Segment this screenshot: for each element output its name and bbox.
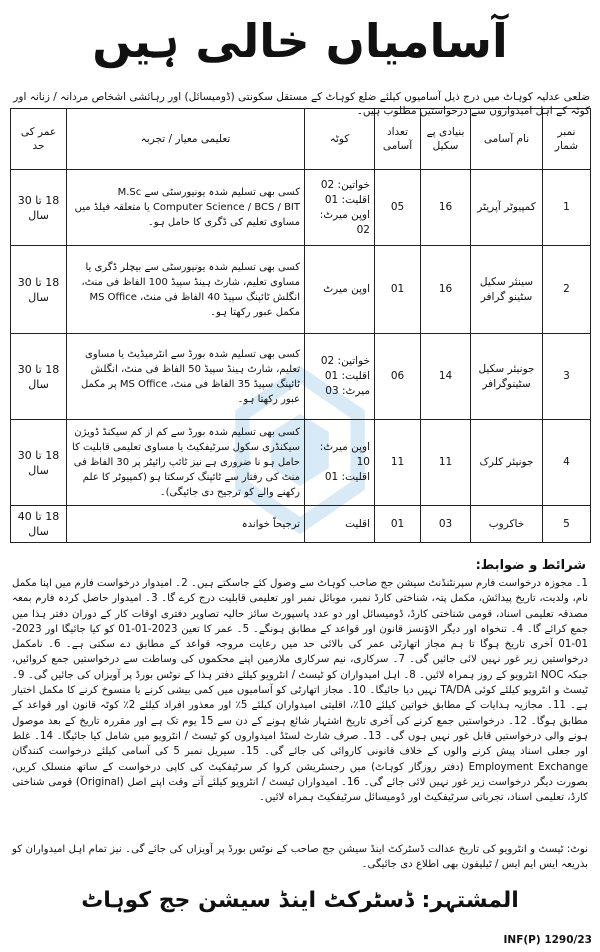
row-count: 01 xyxy=(375,246,421,334)
quota-line: اوپن میرٹ: 02 xyxy=(319,208,370,236)
row-education: کسی بھی تسلیم شدہ بورڈ سے انٹرمیڈیٹ یا مساوی تعلیم، شارٹ ہینڈ سپیڈ 50 الفاظ فی منٹ، انگلش ٹائپنگ سپیڈ 35 الفاظ فی منٹ، MS Office پر مکمل عبور رکھتا ہو۔ xyxy=(67,334,305,420)
intro-text: ضلعی عدلیہ کوہاٹ میں درج ذیل آسامیوں کیلئے ضلع کوہاٹ کے مستقل سکونتی (ڈومیسائل) اور رہائشی اشخاص مردانہ / زنانہ اور کوٹہ کے اہل امیدواروں سے درخواستیں مطلوب ہیں۔ xyxy=(13,91,590,117)
row-serial: 5 xyxy=(543,506,591,543)
quota-line: میرٹ: 03 xyxy=(325,385,370,397)
note-text: نوٹ: ٹیسٹ و انٹرویو کی تاریخ عدالت ڈسٹرکٹ اینڈ سیشن جج صاحب کے نوٹس بورڈ پر آویزاں کی جائے گی۔ نیز تمام اہل امیدواران کو بذریعہ ایس ایم ایس / ٹیلیفون بھی اطلاع دی جائیگی۔ xyxy=(12,844,588,870)
row-serial: 3 xyxy=(543,334,591,420)
quota-line: اقلیت: 01 xyxy=(324,471,370,483)
row-count: 11 xyxy=(375,420,421,506)
row-age: 18 تا 30 سال xyxy=(11,420,67,506)
table-row xyxy=(11,170,591,246)
terms-and-conditions: 1۔ مجوزہ درخواست فارم سپرنٹنڈنٹ سیشن جج صاحب کوہاٹ سے وصول کئے جاسکتے ہیں۔ 2۔ امیدوار درخواست فارم میں اپنا مکمل نام، ولدیت، تاریخ پیدائش، مکمل پتہ، شناختی کارڈ نمبر، موبائل نمبر اور تعلیمی قابلیت درج کرے گا۔ 3۔ امیدوار حاصل کردہ فارم بمعہ مصدقہ تعلیمی اسناد، قومی شناختی کارڈ، ڈومیسائل اور دو عدد پاسپورٹ سائز حالیہ تصاویر دفتری اوقات کار کے دوران دفتر ہذا میں جمع کرائے گا۔ 4۔ تنخواہ اور دیگر الاؤنسز قانون اور قواعد کے مطابق ہونگے۔ 5۔ عمر کا تعین 2023-01-01 کو کیا جائیگا اور 2023-01-01 آخری تاریخ ہوگا تا ہم مجاز اتھارٹی عمر کی بالائی حد میں رعایت مروجہ قواعد کے مطابق دے سکتی ہے۔ 6۔ نامکمل درخواستیں زیر غور نہیں لائی جائیں گی۔ 7۔ سرکاری، نیم سرکاری ملازمین اپنے محکموں کی وساطت سے درخواستیں جمع کروائیں، جبکہ NOC انٹرویو کے روز ہمراہ لائیں۔ 8۔ اہل امیدواران کو ٹیسٹ / انٹرویو کیلئے دفتر ہذا کے نوٹس بورڈ پر آویزاں کی جائیں گی۔ 9۔ ٹیسٹ و انٹرویو کیلئے کوئی TA/DA نہیں دیا جائیگا۔ 10۔ مجاز اتھارٹی کو آسامیوں میں کمی بیشی کرنے یا منسوخ کرنے کا مکمل اختیار ہے۔ 11۔ مجازیہ ہدایات کے مطابق خواتین کیلئے 10٪، اقلیتی امیدواران کیلئے 5٪ اور معذور افراد کیلئے 2٪ کوٹہ قانون اور قواعد کے مطابق ہوگا۔ 12۔ درخواستیں جمع کرنے کی آخری تاریخ اشتہار شائع ہونے کے دن سے 15 یوم تک ہے اور مقررہ تاریخ کے بعد موصول ہونے والی درخواستیں قابل غور نہیں ہوں گی۔ 13۔ صرف شارٹ لسٹڈ امیدواروں کو ٹیسٹ / انٹرویو میں شامل کیا جائیگا۔ 14۔ غلط اور جعلی اسناد پیش کرنے والوں کے خلاف قانونی کاروائی کی جائے گی۔ 15۔ سیریل نمبر 5 کی آسامی کیلئے درخواست کنندگان Employment Exchange (دفتر روزگار کوہاٹ) میں رجسٹریشن کروا کر سرٹیفکیٹ کی کاپی درخواست کے ساتھ منسلک کریں، بصورت دیگر درخواست زیر غور نہیں لائی جائے گی۔ 16۔ امیدواران ٹیسٹ / انٹرویو کیلئے آتے وقت اپنے اصل (Original) قومی شناختی کارڈ، تعلیمی اسناد، تجرباتی سرٹیفکیٹ اور ڈومیسائل سرٹیفکیٹ ہمراہ لائیں۔ xyxy=(12,578,589,804)
row-education: ترجیحاً خواندہ xyxy=(67,506,305,543)
row-scale: 03 xyxy=(421,506,471,543)
row-count: 05 xyxy=(375,170,421,246)
table-row xyxy=(11,506,591,543)
rules-title: شرائط و ضوابط: xyxy=(475,558,586,573)
row-education: کسی بھی تسلیم شدہ یونیورسٹی سے M.Sc Computer Science / BCS / BIT یا متعلقہ فیلڈ میں مساوی تعلیم کی ڈگری کا حامل ہو۔ xyxy=(67,170,305,246)
header-count: تعداد آسامی xyxy=(375,109,421,170)
table-row xyxy=(11,246,591,334)
header-quota: کوٹہ xyxy=(305,109,375,170)
header-serial: نمبر شمار xyxy=(543,109,591,170)
row-quota xyxy=(305,334,375,420)
table-header-row xyxy=(11,109,591,170)
advertiser-signature: المشتہر: ڈسٹرکٹ اینڈ سیشن جج کوہاٹ xyxy=(81,888,519,913)
header-post: نام آسامی xyxy=(471,109,543,170)
row-education: کسی بھی تسلیم شدہ یونیورسٹی سے بیچلر ڈگری یا مساوی تعلیم، شارٹ ہینڈ سپیڈ 100 الفاظ فی منٹ، انگلش ٹائپنگ سپیڈ 40 الفاظ فی منٹ، MS Office مکمل عبور رکھتا ہو۔ xyxy=(67,246,305,334)
row-count: 01 xyxy=(375,506,421,543)
row-post: جونیئر کلرک xyxy=(471,420,543,506)
quota-line: اقلیت: 01 xyxy=(324,370,370,382)
quota-line: خواتین: 02 xyxy=(320,355,370,367)
row-quota xyxy=(305,420,375,506)
header-education: تعلیمی معیار / تجربہ xyxy=(67,109,305,170)
header-scale: بنیادی پے سکیل xyxy=(421,109,471,170)
quota-line: اقلیت: 01 xyxy=(324,193,370,206)
quota-line: خواتین: 02 xyxy=(320,178,370,191)
row-scale: 11 xyxy=(421,420,471,506)
row-age: 18 تا 30 سال xyxy=(11,246,67,334)
row-count: 06 xyxy=(375,334,421,420)
reference-number: INF(P) 1290/23 xyxy=(503,934,592,946)
row-quota xyxy=(305,170,375,246)
quota-line: اقلیت xyxy=(345,517,370,530)
row-post: کمپیوٹر آپریٹر xyxy=(471,170,543,246)
row-education: کسی بھی تسلیم شدہ بورڈ سے کم از کم سیکنڈ ڈویژن سیکنڈری سکول سرٹیفکیٹ یا مساوی تعلیمی قابلیت کا حامل ہو نا ضروری ہے نیز ٹائپ رائیٹر پر 30 الفاظ فی منٹ کی رفتار سے ٹائپنگ کرسکتا ہو (کمپیوٹر کا علم رکھنے والے کو ترجیح دی جائیگی)۔ xyxy=(67,420,305,506)
table-row xyxy=(11,420,591,506)
row-quota xyxy=(305,246,375,334)
quota-line: اوپن میرٹ xyxy=(323,283,370,295)
row-age: 18 تا 30 سال xyxy=(11,170,67,246)
row-post: خاکروب xyxy=(471,506,543,543)
header-age: عمر کی حد xyxy=(11,109,67,170)
row-age: 18 تا 30 سال xyxy=(11,334,67,420)
row-age: 18 تا 40 سال xyxy=(11,506,67,543)
row-serial: 2 xyxy=(543,246,591,334)
quota-line: اوپن میرٹ: 10 xyxy=(319,441,370,468)
table-row xyxy=(11,334,591,420)
row-scale: 14 xyxy=(421,334,471,420)
headline: آسامیاں خالی ہیں xyxy=(92,14,508,68)
row-post: سینئر سکیل سٹینو گرافر xyxy=(471,246,543,334)
row-serial: 4 xyxy=(543,420,591,506)
row-scale: 16 xyxy=(421,170,471,246)
row-scale: 16 xyxy=(421,246,471,334)
row-serial: 1 xyxy=(543,170,591,246)
row-post: جونیئر سکیل سٹینوگرافر xyxy=(471,334,543,420)
row-quota xyxy=(305,506,375,543)
vacancies-table xyxy=(10,108,591,543)
